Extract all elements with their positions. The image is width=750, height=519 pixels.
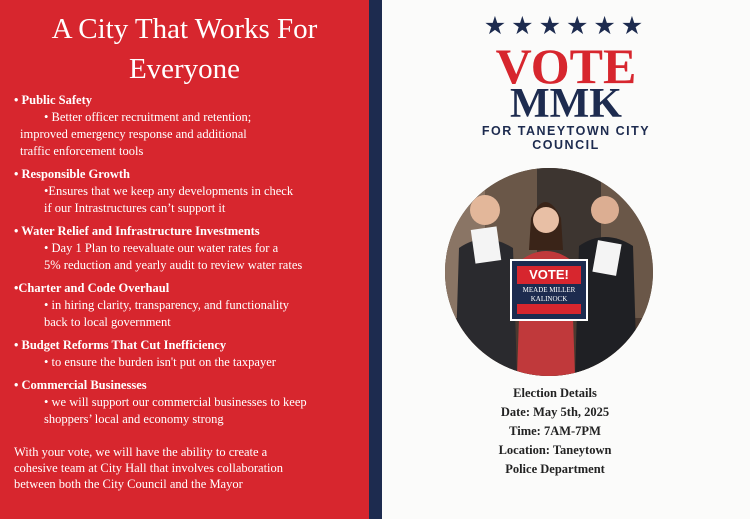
item-line: shoppers’ local and economy strong — [44, 412, 224, 426]
for-line-2: COUNCIL — [532, 138, 600, 152]
platform-list — [14, 92, 364, 434]
left-panel — [0, 0, 369, 519]
headline-line-1: A City That Works For — [51, 13, 318, 45]
vote-heading: VOTE — [495, 38, 637, 94]
item-line: • we will support our commercial businesses to keep — [44, 395, 307, 409]
sign-names-line-2: KALINOCK — [530, 295, 568, 303]
item-line: back to local government — [44, 315, 171, 329]
headline-line-2: Everyone — [128, 53, 241, 85]
item-line: • in hiring clarity, transparency, and functionality — [44, 298, 290, 312]
sign-vote-text: VOTE! — [529, 267, 569, 282]
item-heading: • Budget Reforms That Cut Inefficiency — [14, 338, 227, 352]
item-line: 5% reduction and yearly audit to review water rates — [44, 258, 303, 272]
item-heading: • Commercial Businesses — [14, 378, 147, 392]
item-heading: • Responsible Growth — [14, 167, 130, 181]
details-location-2: Police Department — [505, 462, 605, 476]
item-line: improved emergency response and additional — [20, 127, 247, 141]
item-line: • Better officer recruitment and retention; — [44, 110, 252, 124]
platform-item-commercial — [14, 377, 364, 428]
closing-line: With your vote, we will have the ability to create a — [14, 445, 268, 459]
item-heading: • Public Safety — [14, 93, 92, 107]
platform-item-growth — [14, 166, 364, 217]
for-council-text — [382, 124, 750, 152]
item-heading: • Water Relief and Infrastructure Investments — [14, 224, 260, 238]
platform-item-water — [14, 223, 364, 274]
star-row-icon: ★★★★★★ — [483, 13, 649, 40]
platform-item-budget — [14, 337, 364, 371]
item-line: •Ensures that we keep any developments in check — [44, 184, 294, 198]
platform-item-public-safety — [14, 92, 364, 160]
item-heading: •Charter and Code Overhaul — [14, 281, 170, 295]
navy-divider — [369, 0, 382, 519]
for-line-1: FOR TANEYTOWN CITY — [481, 124, 651, 138]
closing-line: cohesive team at City Hall that involves collaboration — [14, 461, 284, 475]
item-line: • to ensure the burden isn't put on the taxpayer — [44, 355, 276, 369]
election-details — [470, 384, 640, 479]
right-panel — [382, 0, 750, 519]
candidates-photo — [445, 168, 653, 376]
sign-names-line-1: MEADE MILLER — [522, 286, 576, 294]
item-line: • Day 1 Plan to reevaluate our water rates for a — [44, 241, 279, 255]
details-location: Location: Taneytown — [498, 443, 612, 457]
closing-statement — [14, 444, 359, 492]
mmk-heading: MMK — [510, 81, 622, 127]
details-time: Time: 7AM-7PM — [509, 424, 601, 438]
platform-item-charter — [14, 280, 364, 331]
item-line: if our Intrastructures can’t support it — [44, 201, 226, 215]
closing-line: between both the City Council and the Mayor — [14, 477, 243, 491]
details-date: Date: May 5th, 2025 — [500, 405, 610, 419]
details-title: Election Details — [513, 386, 597, 400]
item-line: traffic enforcement tools — [20, 144, 144, 158]
